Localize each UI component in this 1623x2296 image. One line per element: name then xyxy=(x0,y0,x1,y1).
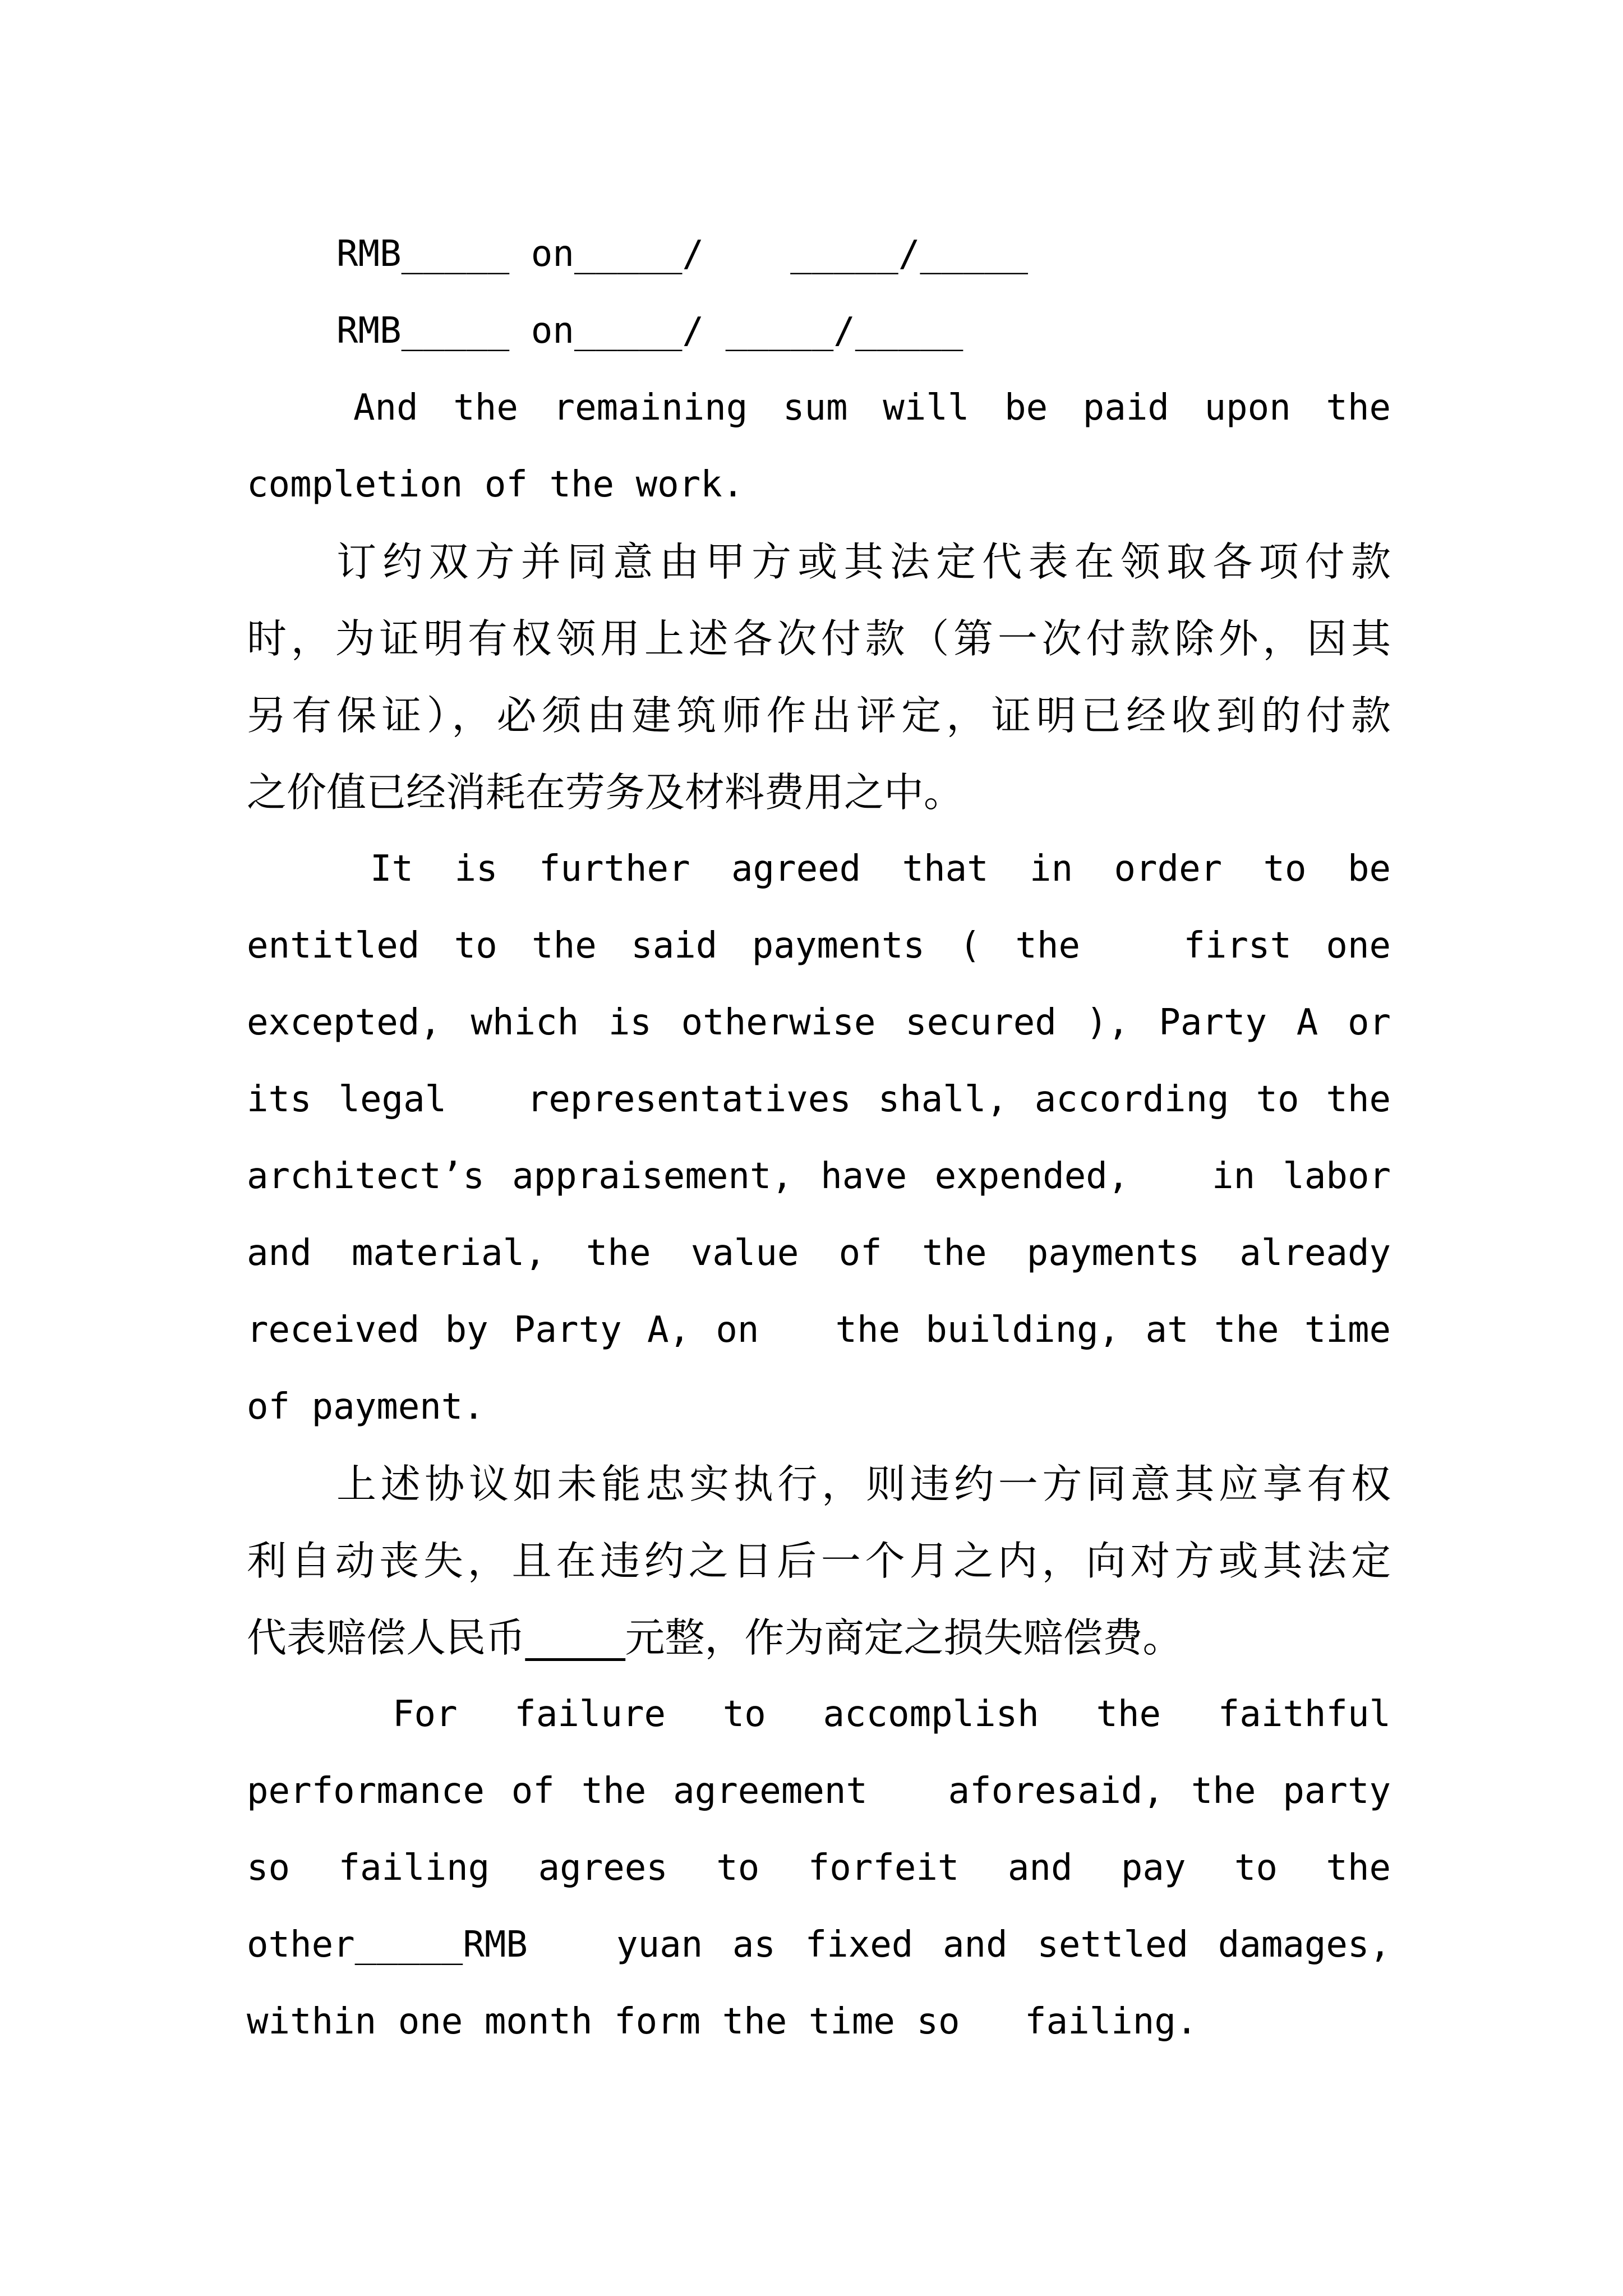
chinese-paragraph-1-line-1: 订约双方并同意由甲方或其法定代表在领取各项付款 xyxy=(336,539,1391,585)
english-paragraph-1-line-2: entitled to the said payments ( the first one xyxy=(247,925,1391,967)
chinese-paragraph-1-line-4: 之价值已经消耗在劳务及材料费用之中。 xyxy=(247,769,964,816)
chinese-paragraph-1-line-2: 时，为证明有权领用上述各次付款（第一次付款除外，因其 xyxy=(247,615,1391,662)
english-paragraph-2-line-3: so failing agrees to forfeit and pay to the xyxy=(247,1847,1391,1889)
chinese-paragraph-2-line-2: 利自动丧失，且在违约之日后一个月之内，向对方或其法定 xyxy=(247,1538,1391,1584)
payment-line-1: RMB_____ on_____/ _____/_____ xyxy=(336,233,1028,275)
english-paragraph-1-line-1: It is further agreed that in order to be xyxy=(370,848,1391,890)
chinese-paragraph-2-line-3: 代表赔偿人民币_____元整，作为商定之损失赔偿费。 xyxy=(247,1614,1183,1661)
english-paragraph-1-line-8: of payment. xyxy=(247,1386,485,1428)
english-paragraph-1-line-6: and material, the value of the payments already xyxy=(247,1232,1391,1274)
english-paragraph-1-line-3: excepted, which is otherwise secured ), Party A or xyxy=(247,1002,1391,1043)
english-paragraph-1-line-4: its legal representatives shall, according to the xyxy=(247,1079,1391,1120)
remaining-sum-line-1: And the remaining sum will be paid upon the xyxy=(353,387,1391,429)
chinese-paragraph-1-line-3: 另有保证），必须由建筑师作出评定，证明已经收到的付款 xyxy=(247,692,1391,739)
document-body xyxy=(247,216,1391,2060)
english-paragraph-1-line-7: received by Party A, on the building, at the time xyxy=(247,1309,1391,1351)
payment-line-2: RMB_____ on_____/ _____/_____ xyxy=(336,310,963,352)
english-paragraph-2-line-2: performance of the agreement aforesaid, the party xyxy=(247,1770,1391,1812)
english-paragraph-2-line-4: other_____RMB yuan as fixed and settled damages, xyxy=(247,1924,1391,1966)
english-paragraph-1-line-5: architect’s appraisement, have expended, in labor xyxy=(247,1156,1391,1197)
english-paragraph-2-line-1: For failure to accomplish the faithful xyxy=(393,1694,1391,1735)
chinese-paragraph-2-line-1: 上述协议如未能忠实执行，则违约一方同意其应享有权 xyxy=(336,1461,1391,1507)
remaining-sum-line-2: completion of the work. xyxy=(247,464,744,505)
english-paragraph-2-line-5: within one month form the time so failing. xyxy=(247,2001,1198,2042)
